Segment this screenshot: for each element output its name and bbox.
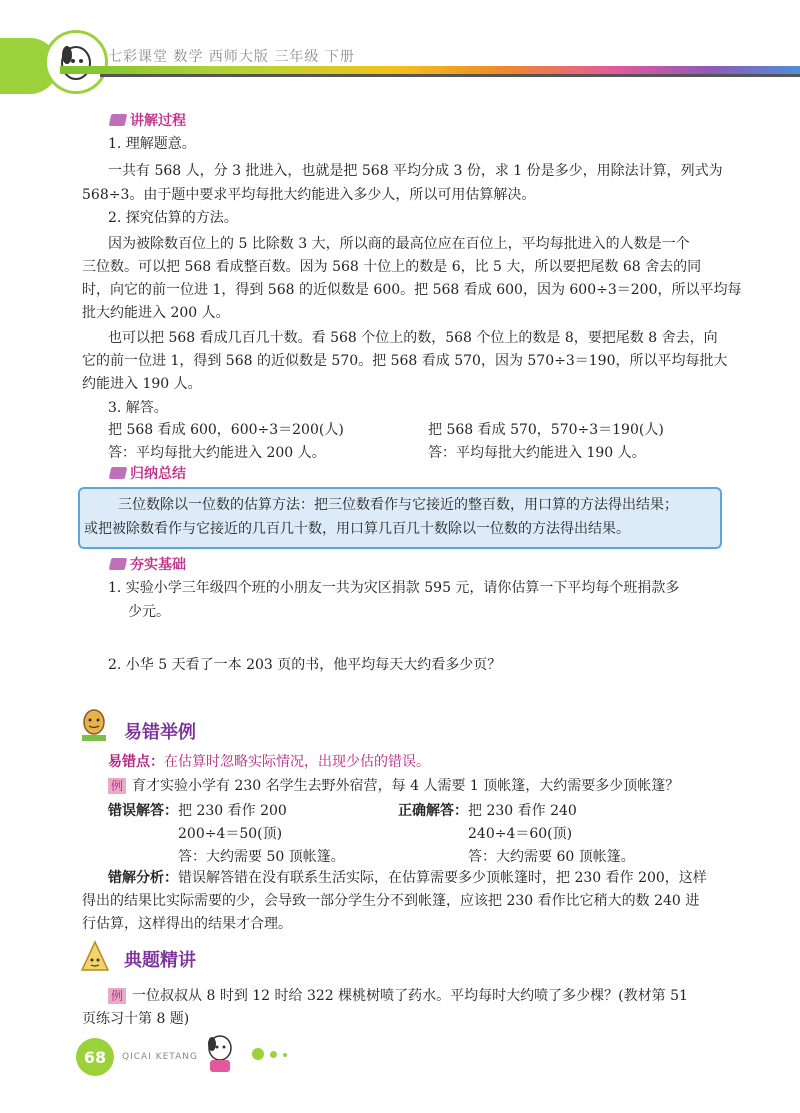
answer-right-1: 把 568 看成 570，570÷3＝190(人) xyxy=(428,422,664,438)
error-example-text: 育才实验小学有 230 名学生去野外宿营，每 4 人需要 1 顶帐篷，大约需要多少顶帐篷？ xyxy=(132,778,680,794)
footer-mascot xyxy=(200,1032,240,1076)
section-basics-label: 夯实基础 xyxy=(110,554,186,574)
example-tag: 例 xyxy=(108,988,126,1004)
error-point-text: 在估算时忽略实际情况，出现少估的错误。 xyxy=(164,754,430,770)
error-example-question xyxy=(108,774,679,798)
explain-line-7: 时，向它的前一位进 1，得到 568 的近似数是 600。把 568 看成 600，因为 600÷3＝200，所以平均每 xyxy=(82,282,742,298)
error-example-heading: 易错举例 xyxy=(124,722,196,743)
explain-line-12: 3. 解答。 xyxy=(108,400,168,416)
wrong-answer-step-3: 答：大约需要 50 顶帐篷。 xyxy=(178,849,345,865)
typical-heading: 典题精讲 xyxy=(124,950,196,971)
explain-line-2: 一共有 568 人，分 3 批进入，也就是把 568 平均分成 3 份，求 1 份是多少，用除法计算，列式为 xyxy=(108,163,723,179)
book-icon xyxy=(109,558,128,570)
basics-q1-line1: 1. 实验小学三年级四个班的小朋友一共为灾区捐款 595 元，请你估算一下平均每个班捐款多 xyxy=(108,580,680,596)
explain-line-8: 批大约能进入 200 人。 xyxy=(82,305,230,321)
right-answer-step-3: 答：大约需要 60 顶帐篷。 xyxy=(468,849,635,865)
explain-line-10: 它的前一位进 1，得到 568 的近似数是 570。把 568 看成 570，因为 570÷3＝190，所以平均每批大 xyxy=(82,353,728,369)
example-tag: 例 xyxy=(108,778,126,794)
book-icon xyxy=(109,114,128,126)
footer-dot-small xyxy=(283,1053,287,1057)
explain-line-1: 1. 理解题意。 xyxy=(108,136,196,152)
analysis-line-3: 行估算，这样得出的结果才合理。 xyxy=(82,916,292,932)
section-explain-label: 讲解过程 xyxy=(110,110,186,130)
error-point-label: 易错点： xyxy=(108,754,164,770)
explain-line-9: 也可以把 568 看成几百几十数。看 568 个位上的数，568 个位上的数是 8，要把尾数 8 舍去，向 xyxy=(108,330,718,346)
basics-q2: 2. 小华 5 天看了一本 203 页的书，他平均每天大约看多少页？ xyxy=(108,657,502,673)
wrong-answer-label: 错误解答： xyxy=(108,803,178,819)
book-icon xyxy=(109,467,128,479)
right-answer-step-2: 240÷4＝60(顶) xyxy=(468,826,573,842)
footer-dot-large xyxy=(252,1048,264,1060)
typical-text-1: 一位叔叔从 8 时到 12 时给 322 棵桃树喷了药水。平均每时大约喷了多少棵？(教材第 51 xyxy=(132,988,688,1004)
analysis-line-1 xyxy=(108,866,707,890)
pyramid-character-icon xyxy=(78,938,112,974)
wrong-answer-step-2: 200÷4＝50(顶) xyxy=(178,826,283,842)
analysis-label: 错解分析： xyxy=(108,870,178,886)
page-number: 68 xyxy=(76,1038,114,1076)
typical-question-line2: 页练习十第 8 题) xyxy=(82,1011,190,1027)
right-answer-line-1 xyxy=(398,799,577,823)
footer-dot-medium xyxy=(270,1051,277,1058)
header-title: 七彩课堂 数学 西师大版 三年级 下册 xyxy=(108,49,355,65)
answer-right-2: 答：平均每批大约能进入 190 人。 xyxy=(428,445,646,461)
thinking-character-icon xyxy=(78,708,110,744)
typical-question-line1 xyxy=(108,984,688,1008)
explain-line-6: 三位数。可以把 568 看成整百数。因为 568 十位上的数是 6，比 5 大，所以要把尾数 68 舍去的同 xyxy=(82,259,702,275)
error-point xyxy=(108,750,430,774)
right-answer-step-1: 把 230 看作 240 xyxy=(468,803,577,819)
answer-left-2: 答：平均每批大约能进入 200 人。 xyxy=(108,445,326,461)
section-summary-label: 归纳总结 xyxy=(110,463,186,483)
header-divider xyxy=(100,74,800,77)
summary-line-2: 或把被除数看作与它接近的几百几十数，用口算几百几十数除以一位数的方法得出结果。 xyxy=(84,521,630,537)
wrong-answer-step-1: 把 230 看作 200 xyxy=(178,803,287,819)
explain-line-4: 2. 探究估算的方法。 xyxy=(108,210,238,226)
explain-line-11: 约能进入 190 人。 xyxy=(82,376,202,392)
explain-line-5: 因为被除数百位上的 5 比除数 3 大，所以商的最高位应在百位上，平均每批进入的人数是一个 xyxy=(108,236,690,252)
analysis-line-2: 得出的结果比实际需要的少，会导致一部分学生分不到帐篷，应该把 230 看作比它稍大的数 240 进 xyxy=(82,893,700,909)
explain-line-3: 568÷3。由于题中要求平均每批大约能进入多少人，所以可用估算解决。 xyxy=(82,187,536,203)
summary-box xyxy=(78,487,722,549)
basics-q1-line2: 少元。 xyxy=(128,604,170,620)
mascot-logo xyxy=(44,30,108,94)
wrong-answer-line-1 xyxy=(108,799,287,823)
footer-brand: QICAI KETANG xyxy=(122,1052,198,1062)
summary-line-1: 三位数除以一位数的估算方法：把三位数看作与它接近的整百数，用口算的方法得出结果； xyxy=(118,497,678,513)
right-answer-label: 正确解答： xyxy=(398,803,468,819)
answer-left-1: 把 568 看成 600，600÷3＝200(人) xyxy=(108,422,344,438)
analysis-text-1: 错误解答错在没有联系生活实际，在估算需要多少顶帐篷时，把 230 看作 200，这样 xyxy=(178,870,707,886)
header-color-bar xyxy=(60,66,800,74)
